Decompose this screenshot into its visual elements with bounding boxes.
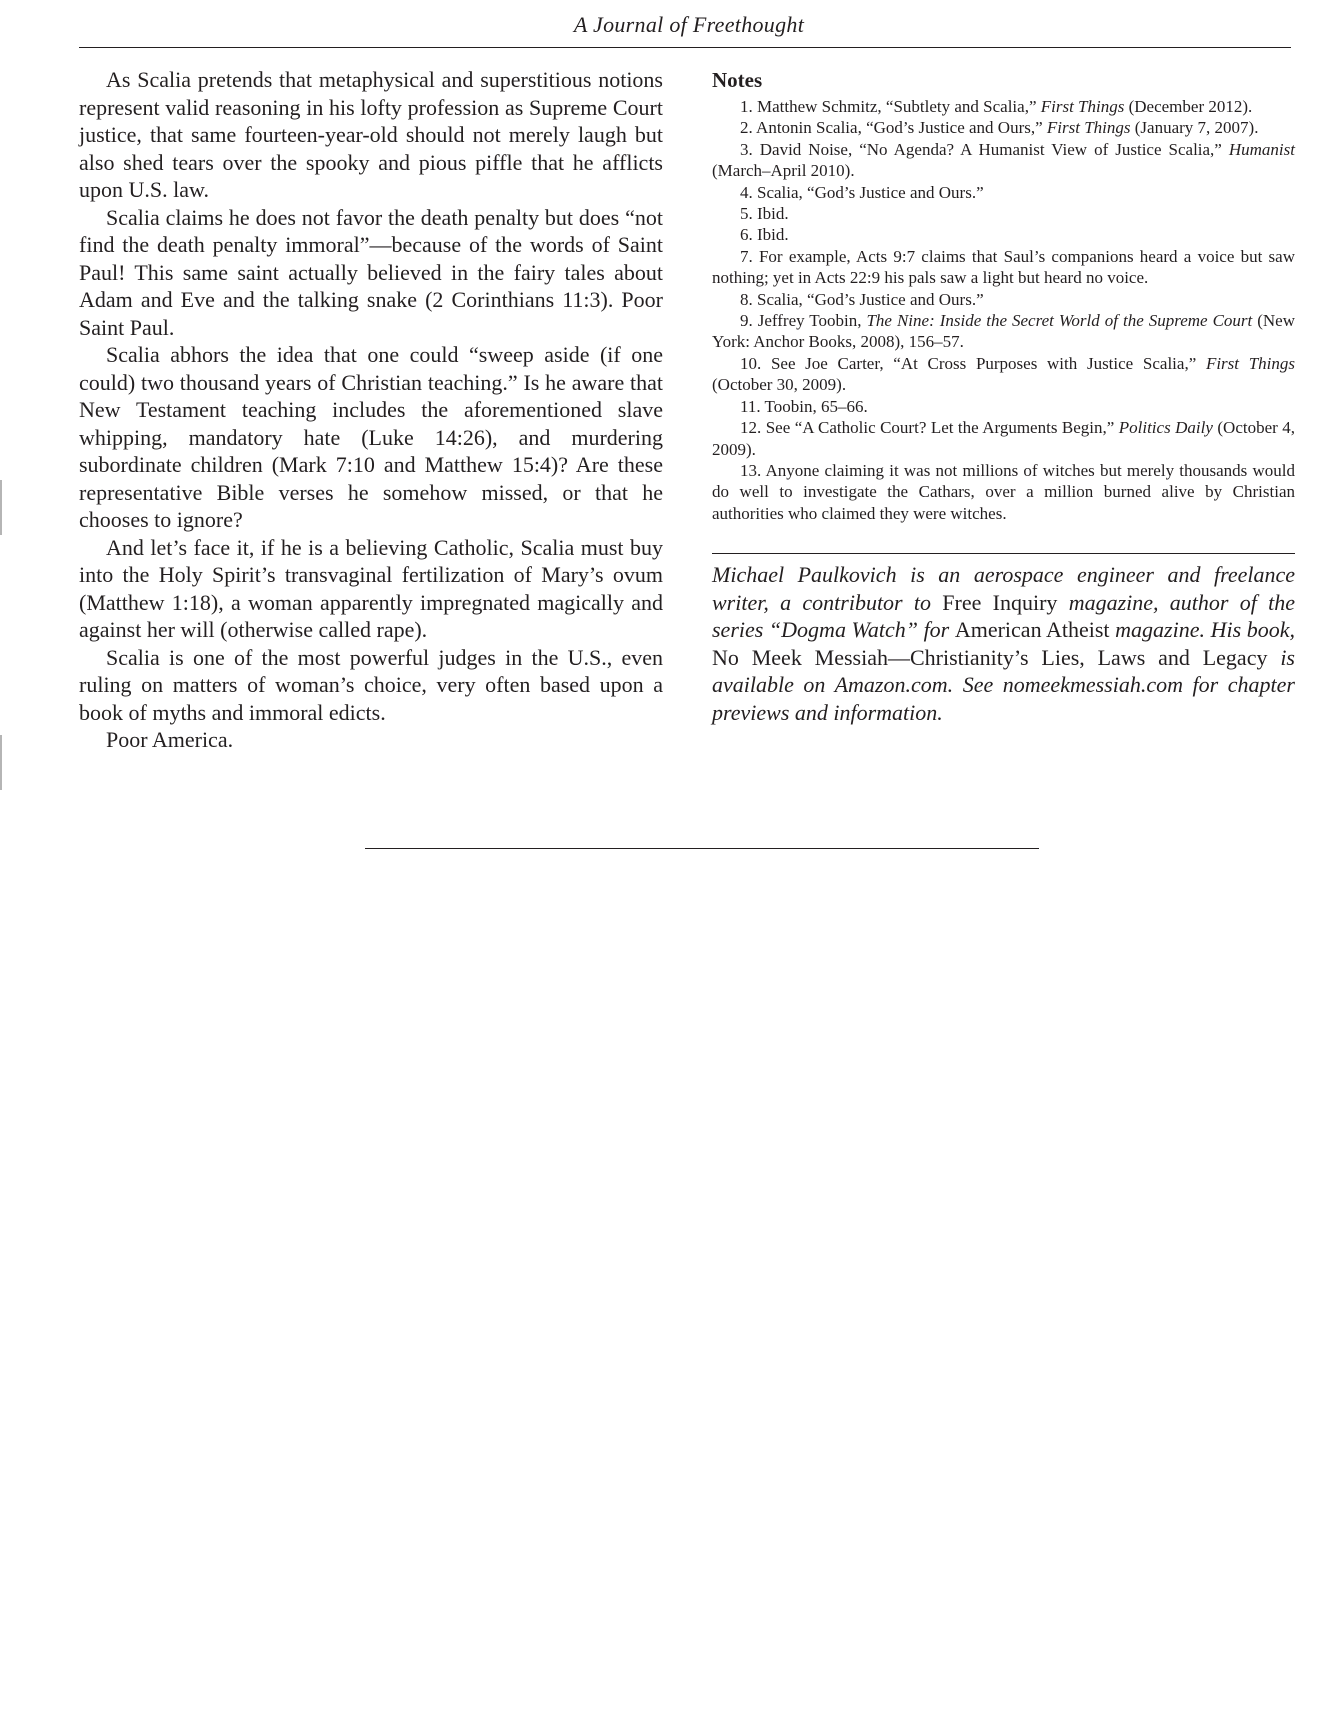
body-paragraph: Scalia claims he does not favor the death penalty but does “not find the death penalty immoral”—because of the words of Saint Paul! This same saint actually believed in the fairy tales about Adam and Eve and the talking snake (2 Corinthians 11:3). Poor Saint Paul. bbox=[79, 204, 663, 340]
note-item: 2. Antonin Scalia, “God’s Justice and Ours,” First Things (January 7, 2007). bbox=[740, 118, 1259, 138]
body-paragraph: Poor America. bbox=[106, 727, 234, 752]
note-item: 8. Scalia, “God’s Justice and Ours.” bbox=[740, 289, 984, 309]
note-item: 13. Anyone claiming it was not millions of witches but merely thousands would do well to investigate the Cathars, over a million burned alive by Christian authorities who claimed they were witches. bbox=[712, 460, 1295, 523]
note-item: 10. See Joe Carter, “At Cross Purposes with Justice Scalia,” First Things (October 30, 2009). bbox=[712, 353, 1296, 395]
body-paragraph: Scalia abhors the idea that one could “sweep aside (if one could) two thousand years of Christian teaching.” Is he aware that New Testament teaching includes the aforementioned slave whipping, mandatory hate (Luke 14:26), and murdering subordinate children (Mark 7:10 and Matthew 15:4)? Are these representative Bible verses he somehow missed, or that he chooses to ignore? bbox=[79, 342, 663, 532]
page-edge-mark bbox=[0, 735, 2, 790]
note-item: 4. Scalia, “God’s Justice and Ours.” bbox=[740, 182, 984, 202]
body-paragraph: Scalia is one of the most powerful judges in the U.S., even ruling on matters of woman’s choice, very often based upon a book of myths and immoral edicts. bbox=[79, 644, 663, 725]
note-item: 11. Toobin, 65–66. bbox=[740, 396, 868, 416]
note-item: 12. See “A Catholic Court? Let the Arguments Begin,” Politics Daily (October 4, 2009). bbox=[712, 418, 1295, 459]
notes-heading: Notes bbox=[712, 68, 763, 92]
note-item: 7. For example, Acts 9:7 claims that Saul’s companions heard a voice but saw nothing; yet in Acts 22:9 his pals saw a light but heard no voice. bbox=[712, 246, 1295, 288]
note-item: 3. David Noise, “No Agenda? A Humanist View of Justice Scalia,” Humanist (March–April 2010). bbox=[712, 139, 1295, 181]
book-title: No Meek Messiah—Christianity’s Lies, Laws and Legacy bbox=[712, 644, 1268, 670]
notes-column bbox=[712, 66, 1295, 726]
author-bio: Michael Paulkovich is an aerospace engineer and freelance writer, a contributor to Free Inquiry magazine, author of the series “Dogma Watch” for American Atheist magazine. His book, No Meek Messiah—Christianity’s Lies, Laws and Legacy is available on Amazon.com. See nomeekmessiah.com for chapter previews and information. bbox=[712, 562, 1296, 725]
body-paragraph: And let’s face it, if he is a believing Catholic, Scalia must buy into the Holy Spirit’s transvaginal fertilization of Mary’s ovum (Matthew 1:18), a woman apparently impregnated magically and against her will (otherwise called rape). bbox=[79, 534, 663, 642]
body-column bbox=[79, 66, 663, 754]
notes-list bbox=[712, 96, 1295, 524]
bio-rule bbox=[712, 553, 1295, 554]
note-item: 5. Ibid. bbox=[740, 204, 789, 224]
body-paragraph: As Scalia pretends that metaphysical and superstitious notions represent valid reasoning in his lofty profession as Supreme Court justice, that same fourteen-year-old should not merely laugh but also shed tears over the spooky and pious piffle that he afflicts upon U.S. law. bbox=[79, 67, 663, 202]
note-item: 9. Jeffrey Toobin, The Nine: Inside the Secret World of the Supreme Court (New York: Anchor Books, 2008), 156–57. bbox=[712, 311, 1295, 352]
running-head: A Journal of Freethought bbox=[573, 12, 805, 37]
magazine-title: Free Inquiry bbox=[942, 589, 1058, 615]
page-edge-mark bbox=[0, 480, 2, 535]
note-item: 6. Ibid. bbox=[740, 225, 789, 245]
footer-rule bbox=[365, 848, 1039, 849]
note-item: 1. Matthew Schmitz, “Subtlety and Scalia,” First Things (December 2012). bbox=[740, 97, 1253, 116]
header-rule bbox=[79, 47, 1291, 48]
magazine-title: American Atheist bbox=[954, 617, 1110, 643]
